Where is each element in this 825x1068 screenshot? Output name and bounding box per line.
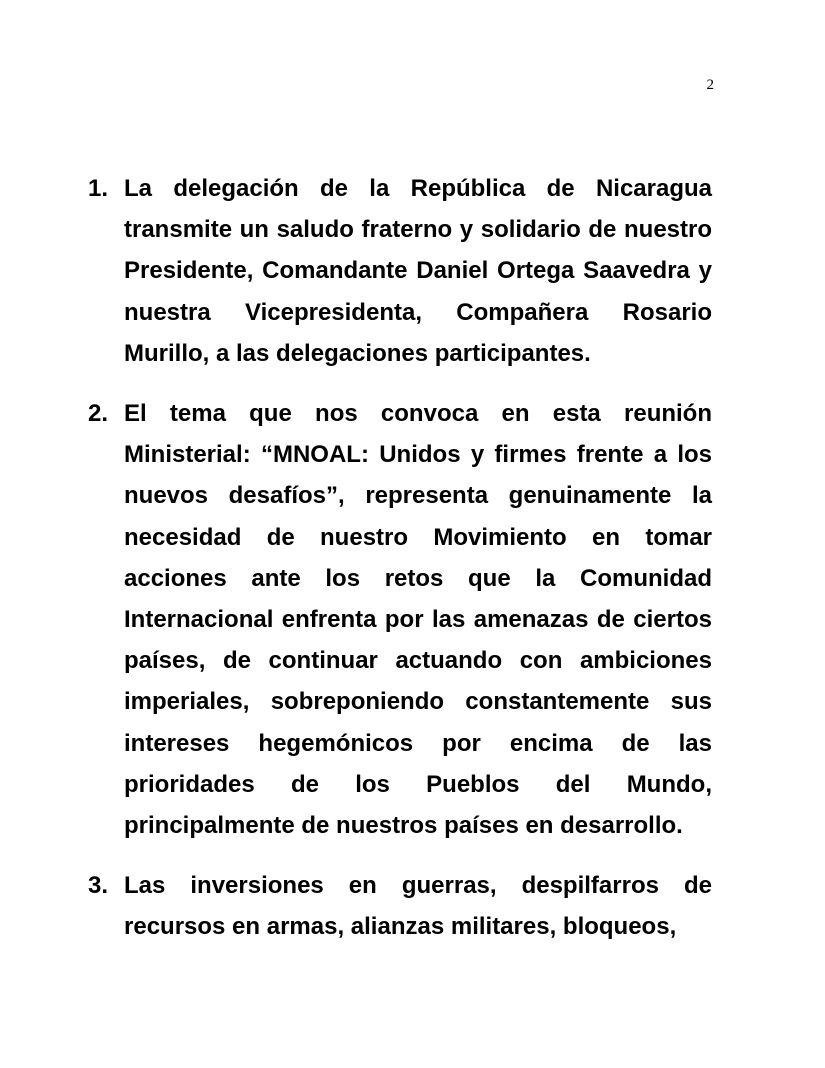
numbered-list (88, 168, 712, 967)
item-number: 1. (88, 175, 109, 202)
list-item (88, 865, 712, 947)
item-text: El tema que nos convoca en esta reunión Ministerial: “MNOAL: Unidos y firmes frente a los nuevos desafíos”, representa genuinamente la necesidad de nuestro Movimiento en tomar acciones ante los retos que la Comunidad Internacional enfrenta por las amenazas de ciertos países, de continuar actuando con ambiciones imperiales, sobreponiendo constantemente sus intereses hegemónicos por encima de las prioridades de los Pueblos del Mundo, principalmente de nuestros países en desarrollo. (124, 400, 712, 840)
item-number: 2. (88, 400, 109, 428)
list-item (88, 393, 712, 846)
item-number: 3. (88, 872, 109, 900)
list-item (88, 168, 712, 374)
page-number: 2 (706, 77, 714, 93)
item-text: Las inversiones en guerras, despilfarros de recursos en armas, alianzas militares, bloqueos, (124, 872, 712, 941)
item-text: La delegación de la República de Nicaragua transmite un saludo fraterno y solidario de nuestro Presidente, Comandante Daniel Ortega Saavedra y nuestra Vicepresidenta, Compañera Rosario Murillo, a las delegaciones participantes. (124, 175, 712, 367)
